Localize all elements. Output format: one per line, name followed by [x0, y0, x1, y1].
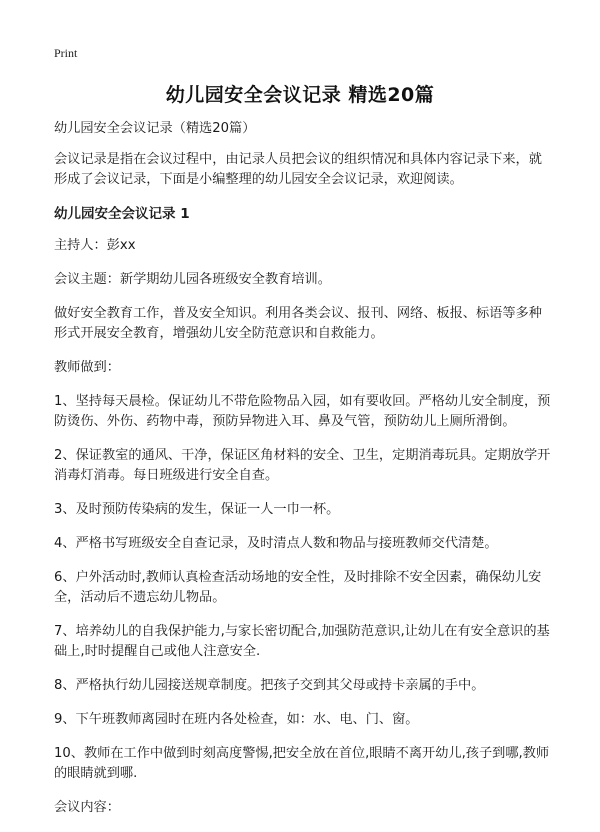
list-item: 7、培养幼儿的自我保护能力,与家长密切配合,加强防范意识,让幼儿在有安全意识的基础上,时时提醒自己或他人注意安全. — [54, 624, 550, 659]
list-item: 8、严格执行幼儿园接送规章制度。把孩子交到其父母或持卡亲属的手中。 — [54, 678, 485, 693]
list-item: 6、户外活动时,教师认真检查活动场地的安全性，及时排除不安全因素，确保幼儿安全，活动后不遗忘幼儿物品。 — [54, 570, 542, 605]
purpose-paragraph: 做好安全教育工作，普及安全知识。利用各类会议、报刊、网络、板报、标语等多种形式开展安全教育，增强幼儿安全防范意识和自救能力。 — [54, 306, 542, 341]
print-label: Print — [54, 46, 78, 60]
page-title: 幼儿园安全会议记录 精选20篇 — [165, 84, 435, 106]
meeting-content-label: 会议内容： — [54, 800, 120, 815]
intro-paragraph: 会议记录是指在会议过程中，由记录人员把会议的组织情况和具体内容记录下来，就形成了会议记录，下面是小编整理的幼儿园安全会议记录，欢迎阅读。 — [54, 152, 542, 187]
section-heading: 幼儿园安全会议记录 1 — [54, 206, 190, 222]
host-line: 主持人：彭xx — [54, 238, 136, 253]
theme-line: 会议主题：新学期幼儿园各班级安全教育培训。 — [54, 272, 331, 287]
list-item: 9、下午班教师离园时在班内各处检查，如：水、电、门、窗。 — [54, 712, 419, 727]
list-item: 2、保证教室的通风、干净，保证区角材料的安全、卫生，定期消毒玩具。定期放学开消毒灯消毒。每日班级进行安全自查。 — [54, 448, 551, 483]
teachers-label: 教师做到： — [54, 360, 120, 375]
document-body — [54, 119, 554, 832]
list-item: 1、坚持每天晨检。保证幼儿不带危险物品入园，如有要收回。严格幼儿安全制度，预防烫伤、外伤、药物中毒，预防异物进入耳、鼻及气管，预防幼儿上厕所滑倒。 — [54, 394, 551, 429]
list-item: 3、及时预防传染病的发生，保证一人一巾一杯。 — [54, 502, 340, 517]
list-item: 10、教师在工作中做到时刻高度警惕,把安全放在首位,眼睛不离开幼儿,孩子到哪,教师的眼睛就到哪. — [54, 746, 550, 781]
list-item: 4、严格书写班级安全自查记录，及时清点人数和物品与接班教师交代清楚。 — [54, 536, 498, 551]
document-subtitle: 幼儿园安全会议记录（精选20篇） — [54, 121, 256, 136]
